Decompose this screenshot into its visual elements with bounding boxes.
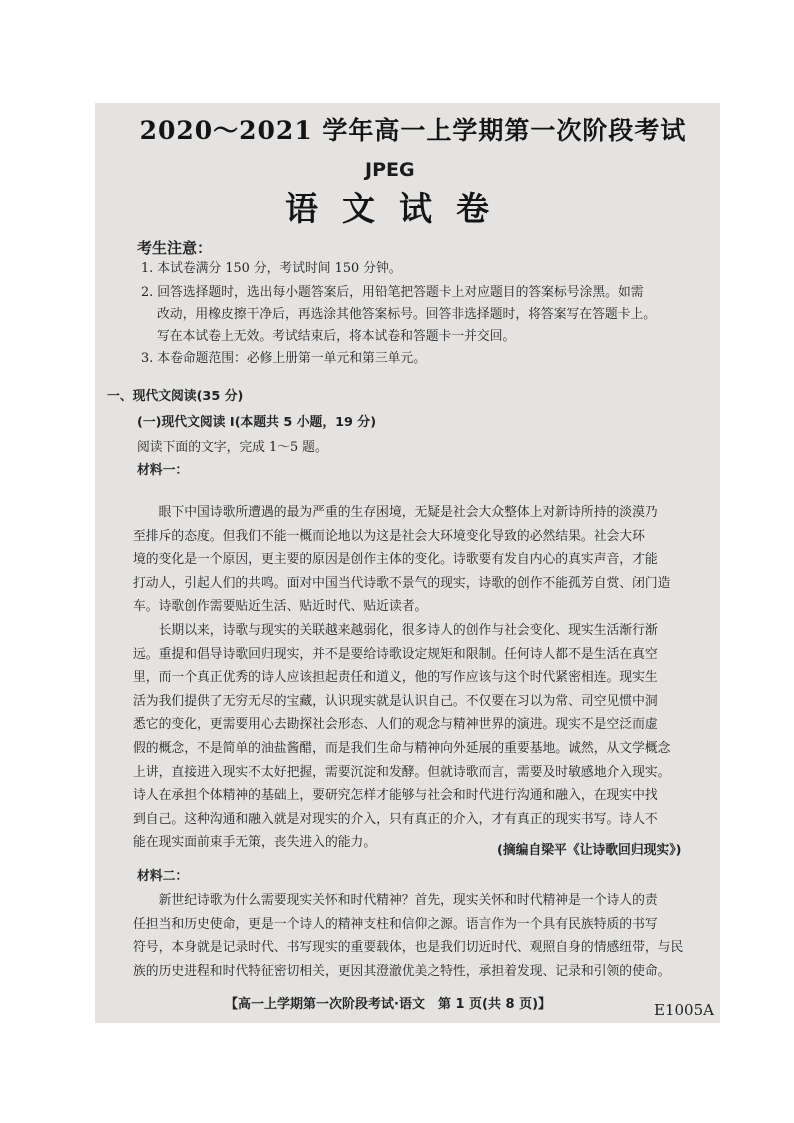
notice-item: 2. 回答选择题时，选出每小题答案后，用铅笔把答题卡上对应题目的答案标号涂黑。如需 — [141, 285, 644, 300]
text-line: 诗人在承担个体精神的基础上，要研究怎样才能够与社会和时代进行沟通和融入，在现实中找 — [133, 788, 658, 804]
text-line: 到自己。这种沟通和融入就是对现实的介入，只有真正的介入，才有真正的现实书写。诗人不 — [133, 811, 658, 827]
exam-subtitle: 语文试卷 — [285, 189, 513, 228]
section-heading: 一、现代文阅读(35 分) — [107, 389, 244, 404]
text-line: 悉它的变化，更需要用心去勘探社会形态、人们的观念与精神世界的演进。现实不是空泛而虚 — [133, 717, 658, 733]
notice-item: 改动，用橡皮擦干净后，再选涂其他答案标号。回答非选择题时，将答案写在答题卡上。 — [157, 307, 657, 322]
watermark-text: JPEG — [365, 159, 415, 181]
text-line: 符号，本身就是记录时代、书写现实的重要载体，也是我们切近时代、观照自身的情感纽带，与民 — [133, 940, 684, 956]
material-two-text — [133, 889, 703, 983]
text-line: 至排斥的态度。但我们不能一概而论地以为这是社会大环境变化导致的必然结果。社会大环 — [133, 528, 645, 544]
text-line: 新世纪诗歌为什么需要现实关怀和时代精神？首先，现实关怀和时代精神是一个诗人的责 — [133, 893, 658, 908]
material-two-label: 材料二： — [137, 869, 189, 884]
instruction-text: 阅读下面的文字，完成 1～5 题。 — [137, 440, 328, 455]
text-line: 假的概念，不是简单的油盐酱醋，而是我们生命与精神向外延展的重要基地。诚然，从文学概念 — [133, 740, 671, 756]
text-line: 境的变化是一个原因，更主要的原因是创作主体的变化。诗歌要有发自内心的真实声音，才能 — [133, 552, 658, 568]
text-line: 远。重提和倡导诗歌回归现实，并不是要给诗歌设定规矩和限制。任何诗人都不是生活在真空 — [133, 646, 658, 662]
text-line: 活为我们提供了无穷无尽的宝藏，认识现实就是认识自己。不仅要在习以为常、司空见惯中洞 — [133, 693, 658, 709]
text-line: 里，而一个真正优秀的诗人应该担起责任和道义，他的写作应该与这个时代紧密相连。现实生 — [133, 670, 658, 686]
exam-title: 2020～2021 学年高一上学期第一次阶段考试 — [139, 116, 687, 145]
exam-code: E1005A — [654, 1001, 714, 1019]
page-footer: 【高一上学期第一次阶段考试·语文 第 1 页(共 8 页)】 — [225, 997, 552, 1012]
text-line: 任担当和历史使命，更是一个诗人的精神支柱和信仰之源。语言作为一个具有民族特质的书写 — [133, 916, 658, 932]
text-line: 长期以来，诗歌与现实的关联越来越弱化，很多诗人的创作与社会变化、现实生活渐行渐 — [133, 622, 658, 638]
notice-item: 3. 本卷命题范围：必修上册第一单元和第三单元。 — [141, 351, 427, 366]
citation: (摘编自梁平《让诗歌回归现实》) — [497, 843, 682, 858]
exam-page — [95, 103, 720, 1023]
material-one-label: 材料一： — [137, 463, 189, 478]
text-line: 眼下中国诗歌所遭遇的最为严重的生存困境，无疑是社会大众整体上对新诗所持的淡漠乃 — [133, 505, 658, 520]
text-line: 族的历史进程和时代特征密切相关，更因其澄澈优美之特性，承担着发现、记录和引领的使命。 — [133, 963, 671, 979]
notice-item: 1. 本试卷满分 150 分，考试时间 150 分钟。 — [141, 261, 402, 276]
material-one-text — [133, 501, 703, 855]
notice-heading: 考生注意： — [137, 239, 213, 257]
text-line: 车。诗歌创作需要贴近生活、贴近时代、贴近读者。 — [133, 599, 428, 615]
text-line: 打动人，引起人们的共鸣。面对中国当代诗歌不景气的现实，诗歌的创作不能孤芳自赏、闭门造 — [133, 575, 671, 591]
text-line: 能在现实面前束手无策，丧失进入的能力。 — [133, 835, 377, 851]
text-line: 上讲，直接进入现实不太好把握，需要沉淀和发酵。但就诗歌而言，需要及时敏感地介入现实。 — [133, 764, 671, 780]
notice-item: 写在本试卷上无效。考试结束后，将本试卷和答题卡一并交回。 — [157, 329, 516, 344]
subsection-heading: (一)现代文阅读 I(本题共 5 小题，19 分) — [137, 415, 377, 430]
